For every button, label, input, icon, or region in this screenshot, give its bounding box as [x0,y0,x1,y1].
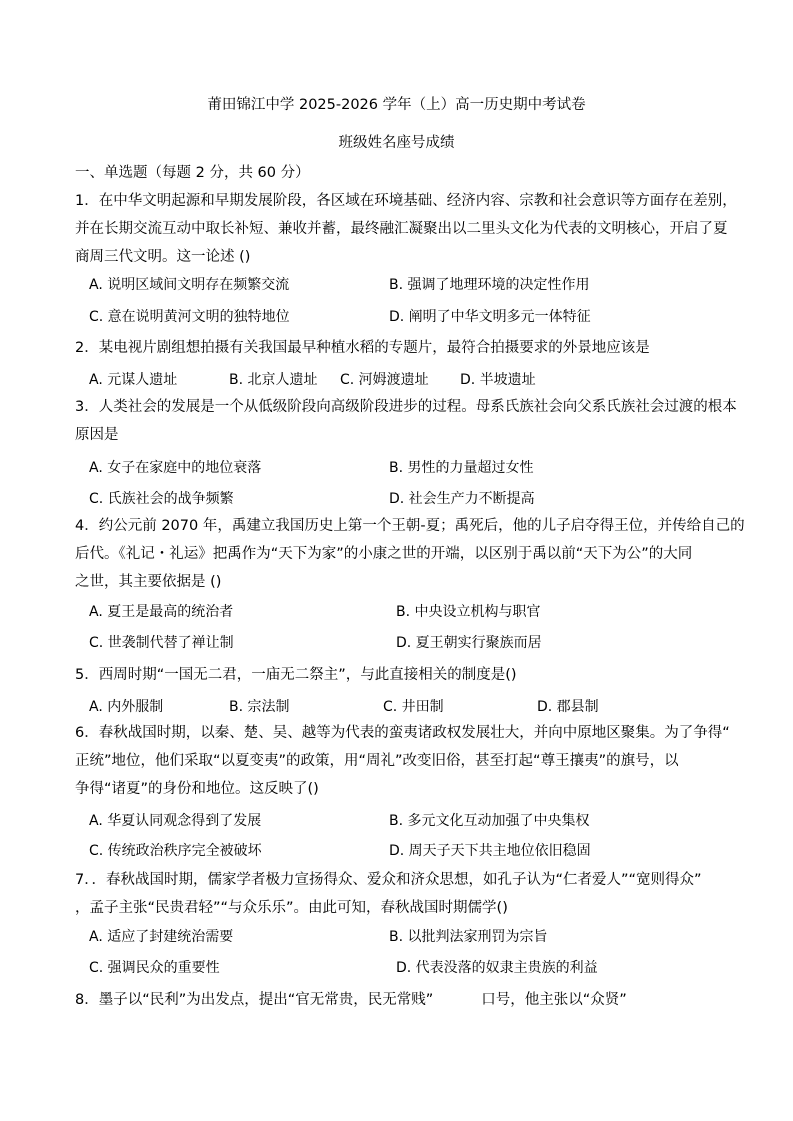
option-c: C. 氏族社会的战争频繁 [89,491,234,507]
option-b: B. 中央设立机构与职官 [396,604,541,620]
option-c: C. 井田制 [383,699,444,715]
section-heading: 一、单选题（每题 2 分，共 60 分） [75,165,310,181]
question-text: 争得“诸夏”的身份和地位。这反映了() [75,781,319,797]
option-b: B. 男性的力量超过女性 [389,460,534,476]
question-text: 后代。《礼记・礼运》把禹作为“天下为家”的小康之世的开端，以区别于禹以前“天下为公”的大同 [75,546,693,562]
option-c: C. 河姆渡遗址 [340,372,429,388]
option-d: D. 夏王朝实行聚族而居 [396,635,542,651]
option-a: A. 华夏认同观念得到了发展 [89,813,262,829]
option-b: B. 强调了地理环境的决定性作用 [389,277,590,293]
student-info-line: 班级姓名座号成绩 [338,135,455,151]
question-text: 2．某电视片剧组想拍摄有关我国最早种植水稻的专题片，最符合拍摄要求的外景地应该是 [75,340,650,356]
option-b: B. 以批判法家刑罚为宗旨 [389,929,548,945]
question-text-part: 口号，他主张以“众贤” [481,992,627,1008]
option-a: A. 说明区域间文明存在频繁交流 [89,277,290,293]
option-a: A. 内外服制 [89,699,164,715]
question-text: 商周三代文明。这一论述 () [75,249,251,265]
option-a: A. 女子在家庭中的地位衰落 [89,460,262,476]
option-b: B. 多元文化互动加强了中央集权 [389,813,590,829]
question-text-part: 8．墨子以“民利”为出发点，提出“官无常贵，民无常贱” [75,992,434,1008]
question-text: 6．春秋战国时期，以秦、楚、吴、越等为代表的蛮夷诸政权发展壮大，并向中原地区聚集。为了争得“ [75,725,730,741]
option-c: C. 传统政治秩序完全被破坏 [89,843,262,859]
option-b: B. 宗法制 [229,699,290,715]
question-text [75,990,627,1010]
question-text: 7．．春秋战国时期，儒家学者极力宣扬得众、爱众和济众思想，如孔子认为“仁者爱人”“宽则得众” [75,872,702,888]
option-d: D. 代表没落的奴隶主贵族的利益 [396,960,598,976]
option-d: D. 阐明了中华文明多元一体特征 [389,309,591,325]
question-text: 正统”地位，他们采取“以夏变夷”的政策，用“周礼”改变旧俗，甚至打起“尊王攘夷”的旗号，以 [75,753,679,769]
option-d: D. 周天子天下共主地位依旧稳固 [389,843,591,859]
exam-title: 莆田锦江中学 2025-2026 学年（上）高一历史期中考试卷 [207,97,586,113]
option-a: A. 元谋人遗址 [89,372,178,388]
option-b: B. 北京人遗址 [229,372,318,388]
option-d: D. 社会生产力不断提高 [389,491,535,507]
option-d: D. 半坡遗址 [460,372,536,388]
option-c: C. 强调民众的重要性 [89,960,220,976]
question-text: 4．约公元前 2070 年，禹建立我国历史上第一个王朝-夏；禹死后，他的儿子启夺得王位，并传给自己的 [75,518,745,534]
option-c: C. 意在说明黄河文明的独特地位 [89,309,290,325]
question-text: 之世，其主要依据是 () [75,574,222,590]
question-text: 原因是 [75,427,119,443]
question-text: 1．在中华文明起源和早期发展阶段，各区域在环境基础、经济内容、宗教和社会意识等方面存在差别， [75,193,737,209]
option-c: C. 世袭制代替了禅让制 [89,635,234,651]
option-a: A. 适应了封建统治需要 [89,929,234,945]
option-a: A. 夏王是最高的统治者 [89,604,234,620]
question-text: 并在长期交流互动中取长补短、兼收并蓄，最终融汇凝聚出以二里头文化为代表的文明核心，开启了夏 [75,221,728,237]
question-text: 5．西周时期“一国无二君，一庙无二祭主”，与此直接相关的制度是() [75,667,517,683]
question-text: 3．人类社会的发展是一个从低级阶段向高级阶段进步的过程。母系氏族社会向父系氏族社会过渡的根本 [75,399,737,415]
question-text: ，孟子主张“民贵君轻”“与众乐乐”。由此可知，春秋战国时期儒学() [75,900,508,916]
option-d: D. 郡县制 [537,699,599,715]
